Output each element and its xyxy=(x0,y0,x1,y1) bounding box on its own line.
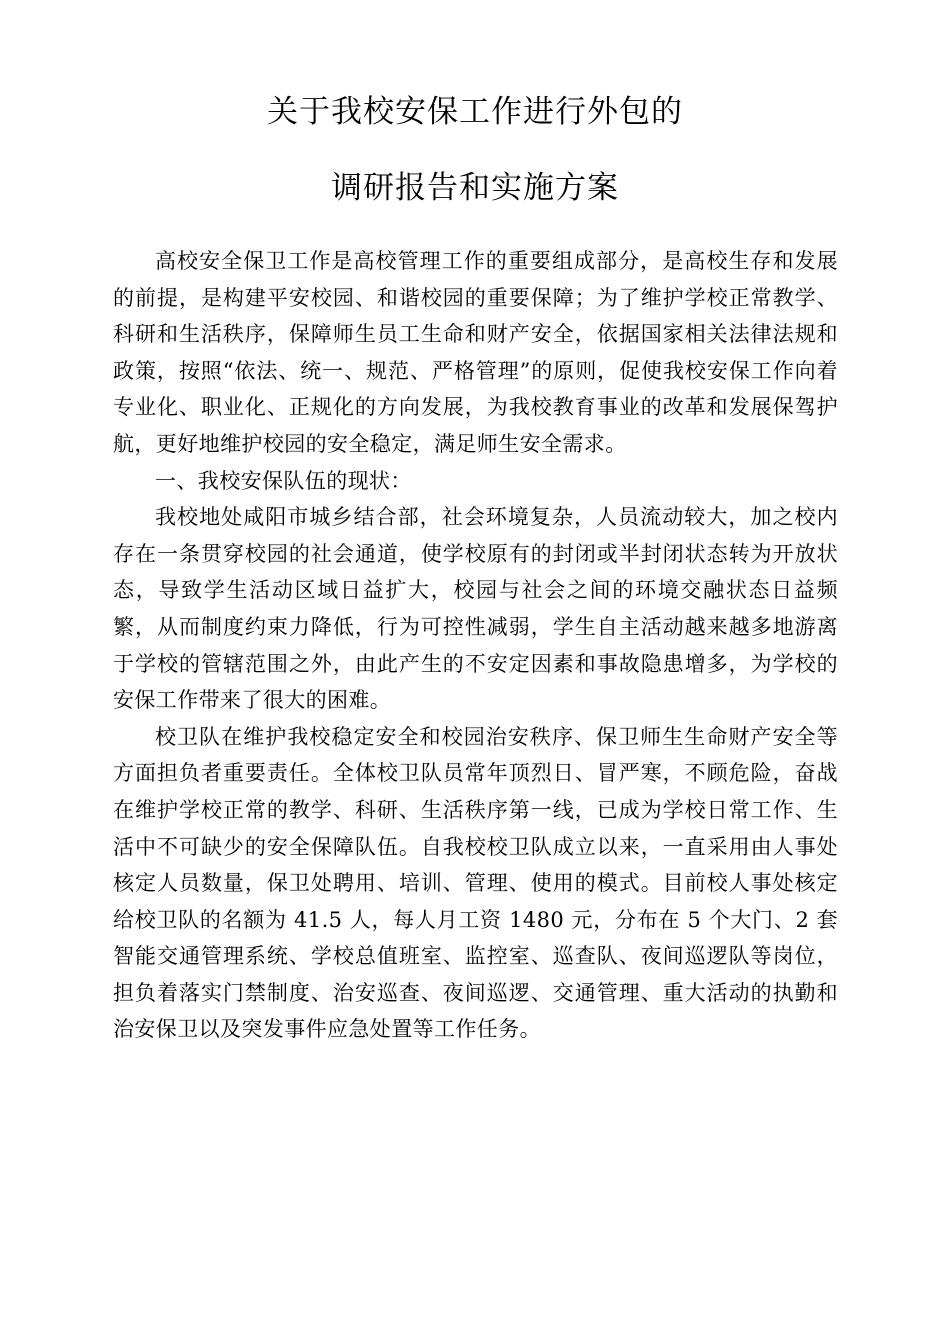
paragraph-current-situation: 我校地处咸阳市城乡结合部，社会环境复杂，人员流动较大，加之校内存在一条贯穿校园的社会通道，使学校原有的封闭或半封闭状态转为开放状态，导致学生活动区域日益扩大，校园与社会之间的环境交融状态日益频繁，从而制度约束力降低，行为可控性减弱，学生自主活动越来越多地游离于学校的管辖范围之外，由此产生的不安定因素和事故隐患增多，为学校的安保工作带来了很大的困难。 xyxy=(113,505,838,713)
paragraph-security-team: 校卫队在维护我校稳定安全和校园治安秩序、保卫师生生命财产安全等方面担负者重要责任。全体校卫队员常年顶烈日、冒严寒，不顾危险，奋战在维护学校正常的教学、科研、生活秩序第一线，已成为学校日常工作、生活中不可缺少的安全保障队伍。自我校校卫队成立以来，一直采用由人事处核定人员数量，保卫处聘用、培训、管理、使用的模式。目前校人事处核定给校卫队的名额为 41.5 人，每人月工资 1480 元，分布在 5 个大门、2 套智能交通管理系统、学校总值班室、监控室、巡查队、夜间巡逻队等岗位，担负着落实门禁制度、治安巡查、夜间巡逻、交通管理、重大活动的执勤和治安保卫以及突发事件应急处置等工作任务。 xyxy=(113,724,838,1042)
document-title-line-2: 调研报告和实施方案 xyxy=(331,170,619,206)
document-title-line-1: 关于我校安保工作进行外包的 xyxy=(267,94,683,130)
section-heading-1: 一、我校安保队伍的现状： xyxy=(155,468,412,493)
document-body xyxy=(113,243,838,1048)
paragraph-intro: 高校安全保卫工作是高校管理工作的重要组成部分，是高校生存和发展的前提，是构建平安校园、和谐校园的重要保障；为了维护学校正常教学、科研和生活秩序，保障师生员工生命和财产安全，依据国家相关法律法规和政策，按照“依法、统一、规范、严格管理”的原则，促使我校安保工作向着专业化、职业化、正规化的方向发展，为我校教育事业的改革和发展保驾护航，更好地维护校园的安全稳定，满足师生安全需求。 xyxy=(113,249,838,456)
